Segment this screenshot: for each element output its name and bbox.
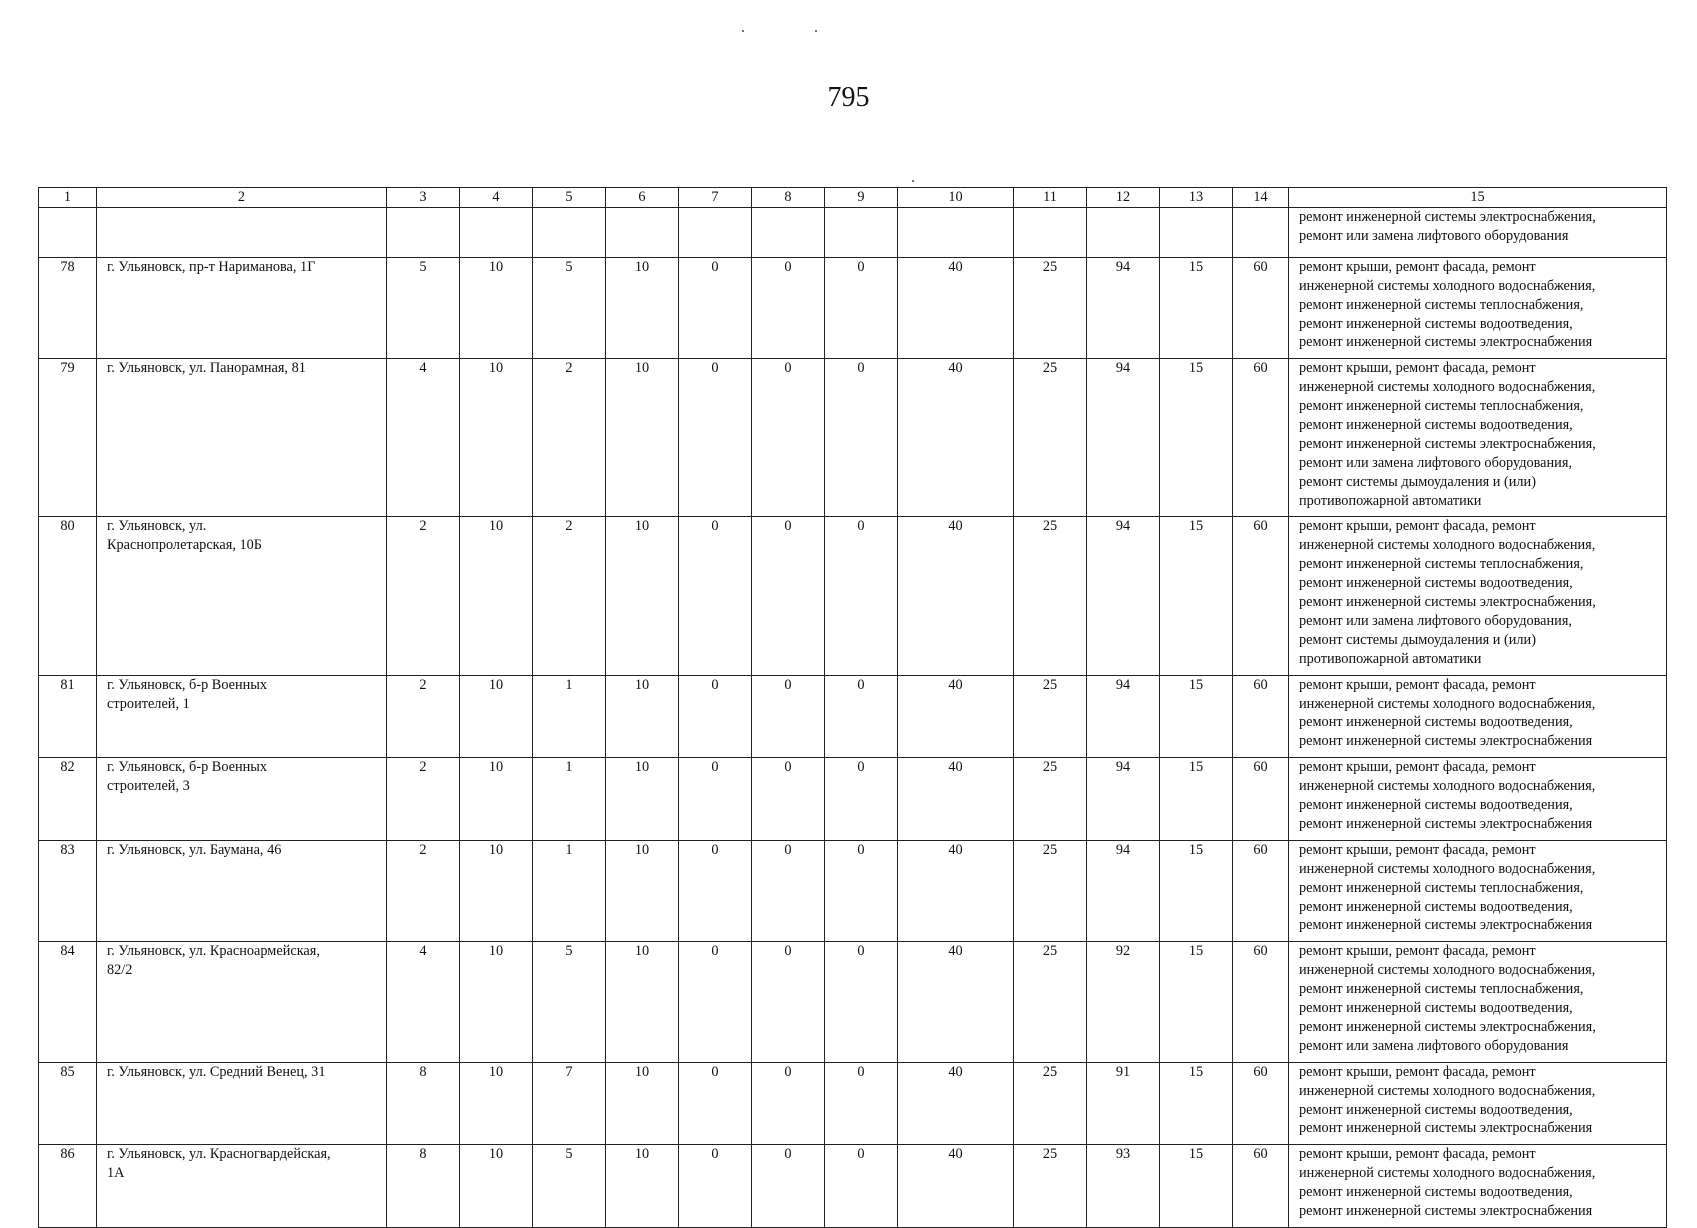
value-cell-col-6: 10: [606, 675, 679, 758]
value-cell-col-14: [1233, 208, 1289, 258]
repair-work-line: ремонт системы дымоудаления и (или): [1299, 631, 1536, 648]
value-cell-col-3: 4: [387, 359, 460, 517]
value-cell-col-9: 0: [825, 942, 898, 1062]
repair-work-line: инженерной системы холодного водоснабжения,: [1299, 537, 1596, 554]
repair-works-cell: [1289, 1062, 1667, 1145]
value-cell-col-8: [752, 208, 825, 258]
column-number-8: 8: [752, 188, 825, 208]
table-row: [39, 675, 1667, 758]
repair-work-line: противопожарной автоматики: [1299, 492, 1482, 509]
repair-work-line: инженерной системы холодного водоснабжения,: [1299, 277, 1596, 294]
column-number-11: 11: [1014, 188, 1087, 208]
value-cell-col-4: 10: [460, 675, 533, 758]
value-cell-col-12: 93: [1087, 1145, 1160, 1228]
repair-work-line: ремонт крыши, ремонт фасада, ремонт: [1299, 676, 1536, 693]
value-cell-col-8: 0: [752, 257, 825, 359]
address-cell: [97, 942, 387, 1062]
value-cell-col-13: [1160, 208, 1233, 258]
value-cell-col-6: 10: [606, 257, 679, 359]
value-cell-col-9: 0: [825, 517, 898, 675]
address-cell: [97, 675, 387, 758]
repair-work-line: инженерной системы холодного водоснабжения,: [1299, 379, 1596, 396]
repair-works-cell: [1289, 675, 1667, 758]
repair-work-line: ремонт или замена лифтового оборудования,: [1299, 613, 1572, 630]
table-row: [39, 1145, 1667, 1228]
value-cell-col-8: 0: [752, 517, 825, 675]
value-cell-col-11: 25: [1014, 840, 1087, 942]
scan-speck: [815, 30, 817, 32]
table-row: [39, 208, 1667, 258]
value-cell-col-14: 60: [1233, 517, 1289, 675]
repair-work-line: ремонт инженерной системы электроснабжения: [1299, 815, 1593, 832]
value-cell-col-12: 94: [1087, 840, 1160, 942]
repair-work-line: ремонт крыши, ремонт фасада, ремонт: [1299, 1146, 1536, 1163]
value-cell-col-3: 8: [387, 1145, 460, 1228]
table-row: [39, 517, 1667, 675]
row-number-cell: 81: [39, 675, 97, 758]
value-cell-col-3: 2: [387, 517, 460, 675]
address-line: 82/2: [107, 962, 133, 979]
value-cell-col-14: 60: [1233, 1062, 1289, 1145]
value-cell-col-13: 15: [1160, 359, 1233, 517]
value-cell-col-4: 10: [460, 257, 533, 359]
repair-work-line: ремонт инженерной системы водоотведения,: [1299, 714, 1573, 731]
repair-work-line: ремонт инженерной системы электроснабжения: [1299, 334, 1593, 351]
value-cell-col-3: 8: [387, 1062, 460, 1145]
value-cell-col-4: 10: [460, 359, 533, 517]
row-number-cell: 78: [39, 257, 97, 359]
repair-work-line: инженерной системы холодного водоснабжения,: [1299, 695, 1596, 712]
column-number-2: 2: [97, 188, 387, 208]
value-cell-col-12: 94: [1087, 257, 1160, 359]
value-cell-col-10: 40: [898, 1062, 1014, 1145]
value-cell-col-13: 15: [1160, 1062, 1233, 1145]
repair-works-cell: [1289, 517, 1667, 675]
value-cell-col-14: 60: [1233, 840, 1289, 942]
repair-work-line: ремонт крыши, ремонт фасада, ремонт: [1299, 1063, 1536, 1080]
value-cell-col-11: 25: [1014, 1145, 1087, 1228]
repair-work-line: ремонт инженерной системы теплоснабжения,: [1299, 296, 1584, 313]
value-cell-col-6: [606, 208, 679, 258]
column-number-12: 12: [1087, 188, 1160, 208]
value-cell-col-5: 2: [533, 359, 606, 517]
column-number-15: 15: [1289, 188, 1667, 208]
value-cell-col-13: 15: [1160, 257, 1233, 359]
repair-work-line: инженерной системы холодного водоснабжения,: [1299, 860, 1596, 877]
value-cell-col-7: 0: [679, 517, 752, 675]
table-row: [39, 359, 1667, 517]
value-cell-col-9: 0: [825, 1062, 898, 1145]
row-number-cell: 79: [39, 359, 97, 517]
value-cell-col-13: 15: [1160, 942, 1233, 1062]
value-cell-col-5: 2: [533, 517, 606, 675]
value-cell-col-3: 5: [387, 257, 460, 359]
value-cell-col-14: 60: [1233, 675, 1289, 758]
value-cell-col-7: 0: [679, 359, 752, 517]
value-cell-col-5: 5: [533, 257, 606, 359]
address-cell: [97, 758, 387, 841]
address-line: строителей, 1: [107, 695, 190, 712]
repair-work-line: ремонт крыши, ремонт фасада, ремонт: [1299, 841, 1536, 858]
value-cell-col-12: 92: [1087, 942, 1160, 1062]
value-cell-col-5: 7: [533, 1062, 606, 1145]
repair-work-line: ремонт инженерной системы водоотведения,: [1299, 315, 1573, 332]
repair-work-line: ремонт или замена лифтового оборудования,: [1299, 454, 1572, 471]
row-number-cell: 86: [39, 1145, 97, 1228]
repair-works-cell: [1289, 208, 1667, 258]
address-line: г. Ульяновск, ул. Средний Венец, 31: [107, 1063, 326, 1080]
repair-work-line: ремонт или замена лифтового оборудования: [1299, 1037, 1569, 1054]
address-line: г. Ульяновск, пр-т Нариманова, 1Г: [107, 258, 316, 275]
value-cell-col-10: [898, 208, 1014, 258]
row-number-cell: 83: [39, 840, 97, 942]
value-cell-col-4: 10: [460, 942, 533, 1062]
repair-work-line: ремонт инженерной системы теплоснабжения,: [1299, 879, 1584, 896]
value-cell-col-8: 0: [752, 675, 825, 758]
table-row: [39, 758, 1667, 841]
scan-speck: [912, 180, 914, 182]
value-cell-col-13: 15: [1160, 675, 1233, 758]
value-cell-col-8: 0: [752, 758, 825, 841]
repair-work-line: ремонт инженерной системы водоотведения,: [1299, 898, 1573, 915]
value-cell-col-4: [460, 208, 533, 258]
value-cell-col-3: [387, 208, 460, 258]
value-cell-col-9: 0: [825, 359, 898, 517]
value-cell-col-7: 0: [679, 1062, 752, 1145]
repair-work-line: ремонт инженерной системы электроснабжения,: [1299, 209, 1596, 225]
scan-speck: [742, 30, 744, 32]
repair-work-line: инженерной системы холодного водоснабжения,: [1299, 1165, 1596, 1182]
value-cell-col-11: 25: [1014, 257, 1087, 359]
value-cell-col-9: [825, 208, 898, 258]
address-line: г. Ульяновск, б-р Военных: [107, 759, 268, 776]
value-cell-col-6: 10: [606, 942, 679, 1062]
address-line: строителей, 3: [107, 778, 190, 795]
address-cell: [97, 1145, 387, 1228]
address-line: Краснопролетарская, 10Б: [107, 537, 262, 554]
repair-work-line: ремонт инженерной системы электроснабжения,: [1299, 594, 1596, 611]
repair-works-cell: [1289, 942, 1667, 1062]
value-cell-col-9: 0: [825, 758, 898, 841]
value-cell-col-7: 0: [679, 1145, 752, 1228]
address-line: г. Ульяновск, ул. Баумана, 46: [107, 841, 282, 858]
repair-work-line: ремонт инженерной системы водоотведения,: [1299, 1000, 1573, 1017]
repair-work-line: ремонт инженерной системы электроснабжения,: [1299, 435, 1596, 452]
repair-work-line: ремонт инженерной системы водоотведения,: [1299, 797, 1573, 814]
column-number-row: [39, 188, 1667, 208]
value-cell-col-8: 0: [752, 942, 825, 1062]
value-cell-col-8: 0: [752, 359, 825, 517]
repair-work-line: ремонт инженерной системы теплоснабжения,: [1299, 398, 1584, 415]
value-cell-col-5: 5: [533, 942, 606, 1062]
value-cell-col-7: 0: [679, 675, 752, 758]
value-cell-col-7: 0: [679, 942, 752, 1062]
value-cell-col-11: 25: [1014, 675, 1087, 758]
value-cell-col-12: 91: [1087, 1062, 1160, 1145]
repair-work-line: ремонт инженерной системы водоотведения,: [1299, 1184, 1573, 1201]
value-cell-col-14: 60: [1233, 257, 1289, 359]
value-cell-col-8: 0: [752, 840, 825, 942]
value-cell-col-6: 10: [606, 758, 679, 841]
value-cell-col-11: 25: [1014, 359, 1087, 517]
column-number-5: 5: [533, 188, 606, 208]
address-cell: [97, 517, 387, 675]
value-cell-col-3: 4: [387, 942, 460, 1062]
value-cell-col-9: 0: [825, 840, 898, 942]
repair-work-line: инженерной системы холодного водоснабжения,: [1299, 962, 1596, 979]
address-line: г. Ульяновск, ул.: [107, 518, 207, 535]
table-row: [39, 257, 1667, 359]
repair-work-line: ремонт крыши, ремонт фасада, ремонт: [1299, 759, 1536, 776]
value-cell-col-14: 60: [1233, 1145, 1289, 1228]
repair-work-line: ремонт крыши, ремонт фасада, ремонт: [1299, 518, 1536, 535]
repair-work-line: ремонт инженерной системы теплоснабжения,: [1299, 556, 1584, 573]
value-cell-col-12: 94: [1087, 675, 1160, 758]
value-cell-col-3: 2: [387, 840, 460, 942]
value-cell-col-7: 0: [679, 840, 752, 942]
repair-work-line: ремонт крыши, ремонт фасада, ремонт: [1299, 943, 1536, 960]
repair-work-line: инженерной системы холодного водоснабжения,: [1299, 1082, 1596, 1099]
value-cell-col-10: 40: [898, 517, 1014, 675]
column-number-4: 4: [460, 188, 533, 208]
value-cell-col-6: 10: [606, 1062, 679, 1145]
address-line: г. Ульяновск, ул. Красноармейская,: [107, 943, 320, 960]
table-row: [39, 1062, 1667, 1145]
value-cell-col-4: 10: [460, 517, 533, 675]
value-cell-col-13: 15: [1160, 840, 1233, 942]
repair-work-line: инженерной системы холодного водоснабжения,: [1299, 778, 1596, 795]
value-cell-col-5: 5: [533, 1145, 606, 1228]
repair-work-line: ремонт крыши, ремонт фасада, ремонт: [1299, 360, 1536, 377]
value-cell-col-6: 10: [606, 840, 679, 942]
repair-work-line: ремонт инженерной системы электроснабжения,: [1299, 1018, 1596, 1035]
address-line: г. Ульяновск, б-р Военных: [107, 676, 268, 693]
address-line: 1А: [107, 1165, 125, 1182]
value-cell-col-12: 94: [1087, 758, 1160, 841]
repair-work-line: противопожарной автоматики: [1299, 650, 1482, 667]
row-number-cell: 82: [39, 758, 97, 841]
value-cell-col-12: 94: [1087, 517, 1160, 675]
value-cell-col-8: 0: [752, 1062, 825, 1145]
value-cell-col-5: 1: [533, 840, 606, 942]
page-number: 795: [827, 82, 870, 113]
value-cell-col-4: 10: [460, 758, 533, 841]
repair-work-line: ремонт инженерной системы электроснабжения: [1299, 733, 1593, 750]
value-cell-col-3: 2: [387, 675, 460, 758]
repair-work-line: ремонт инженерной системы теплоснабжения,: [1299, 981, 1584, 998]
row-number-cell: 85: [39, 1062, 97, 1145]
repair-register-table: [38, 187, 1667, 1228]
value-cell-col-6: 10: [606, 359, 679, 517]
value-cell-col-11: 25: [1014, 758, 1087, 841]
repair-work-line: ремонт или замена лифтового оборудования: [1299, 227, 1569, 244]
value-cell-col-11: 25: [1014, 517, 1087, 675]
column-number-6: 6: [606, 188, 679, 208]
column-number-1: 1: [39, 188, 97, 208]
column-number-10: 10: [898, 188, 1014, 208]
value-cell-col-10: 40: [898, 675, 1014, 758]
value-cell-col-10: 40: [898, 840, 1014, 942]
value-cell-col-9: 0: [825, 257, 898, 359]
value-cell-col-12: [1087, 208, 1160, 258]
value-cell-col-14: 60: [1233, 758, 1289, 841]
value-cell-col-11: 25: [1014, 1062, 1087, 1145]
value-cell-col-5: 1: [533, 675, 606, 758]
value-cell-col-14: 60: [1233, 942, 1289, 1062]
value-cell-col-12: 94: [1087, 359, 1160, 517]
value-cell-col-13: 15: [1160, 1145, 1233, 1228]
repair-work-line: ремонт инженерной системы электроснабжения: [1299, 1120, 1593, 1137]
value-cell-col-13: 15: [1160, 517, 1233, 675]
value-cell-col-9: 0: [825, 1145, 898, 1228]
value-cell-col-10: 40: [898, 359, 1014, 517]
row-number-cell: [39, 208, 97, 258]
repair-work-line: ремонт инженерной системы электроснабжения: [1299, 1203, 1593, 1220]
value-cell-col-9: 0: [825, 675, 898, 758]
address-cell: [97, 359, 387, 517]
table-row: [39, 942, 1667, 1062]
repair-work-line: ремонт инженерной системы электроснабжения: [1299, 917, 1593, 934]
value-cell-col-10: 40: [898, 257, 1014, 359]
value-cell-col-6: 10: [606, 517, 679, 675]
column-number-9: 9: [825, 188, 898, 208]
address-line: г. Ульяновск, ул. Красногвардейская,: [107, 1146, 331, 1163]
address-cell: [97, 257, 387, 359]
address-cell: [97, 208, 387, 258]
table-row: [39, 840, 1667, 942]
value-cell-col-11: 25: [1014, 942, 1087, 1062]
value-cell-col-11: [1014, 208, 1087, 258]
value-cell-col-4: 10: [460, 1062, 533, 1145]
repair-work-line: ремонт инженерной системы водоотведения,: [1299, 417, 1573, 434]
value-cell-col-13: 15: [1160, 758, 1233, 841]
value-cell-col-3: 2: [387, 758, 460, 841]
repair-works-cell: [1289, 1145, 1667, 1228]
value-cell-col-7: [679, 208, 752, 258]
row-number-cell: 80: [39, 517, 97, 675]
row-number-cell: 84: [39, 942, 97, 1062]
address-cell: [97, 840, 387, 942]
column-number-3: 3: [387, 188, 460, 208]
value-cell-col-4: 10: [460, 1145, 533, 1228]
repair-works-cell: [1289, 257, 1667, 359]
repair-work-line: ремонт инженерной системы водоотведения,: [1299, 1101, 1573, 1118]
value-cell-col-7: 0: [679, 257, 752, 359]
value-cell-col-14: 60: [1233, 359, 1289, 517]
value-cell-col-6: 10: [606, 1145, 679, 1228]
repair-work-line: ремонт крыши, ремонт фасада, ремонт: [1299, 258, 1536, 275]
value-cell-col-10: 40: [898, 758, 1014, 841]
column-number-13: 13: [1160, 188, 1233, 208]
column-number-7: 7: [679, 188, 752, 208]
value-cell-col-10: 40: [898, 942, 1014, 1062]
value-cell-col-4: 10: [460, 840, 533, 942]
repair-works-cell: [1289, 359, 1667, 517]
repair-work-line: ремонт системы дымоудаления и (или): [1299, 473, 1536, 490]
value-cell-col-5: [533, 208, 606, 258]
value-cell-col-10: 40: [898, 1145, 1014, 1228]
address-cell: [97, 1062, 387, 1145]
repair-works-cell: [1289, 758, 1667, 841]
column-number-14: 14: [1233, 188, 1289, 208]
value-cell-col-8: 0: [752, 1145, 825, 1228]
value-cell-col-5: 1: [533, 758, 606, 841]
value-cell-col-7: 0: [679, 758, 752, 841]
repair-work-line: ремонт инженерной системы водоотведения,: [1299, 575, 1573, 592]
address-line: г. Ульяновск, ул. Панорамная, 81: [107, 360, 306, 377]
repair-works-cell: [1289, 840, 1667, 942]
